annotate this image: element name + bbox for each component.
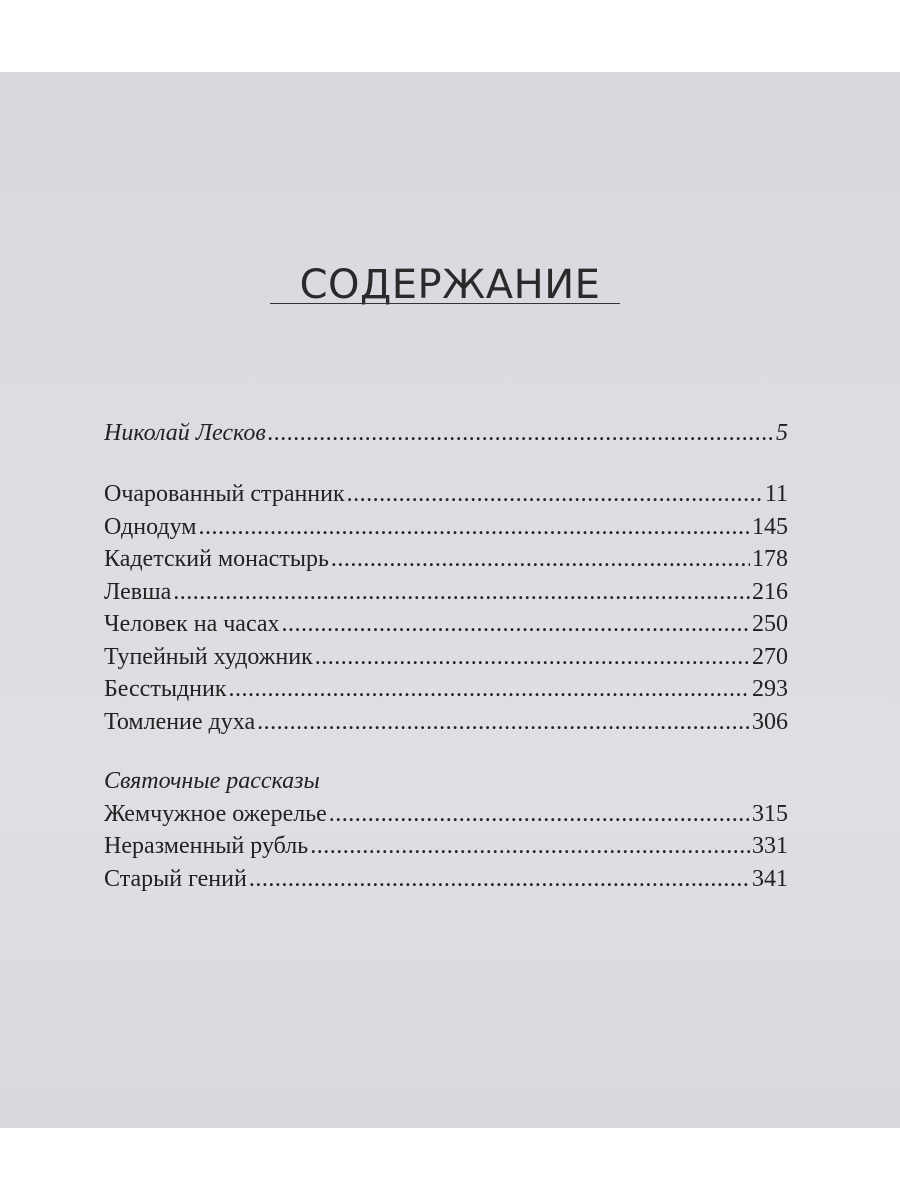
- toc-entry-page: 315: [752, 800, 788, 827]
- dot-leader: [347, 478, 763, 511]
- dot-leader: [173, 576, 750, 609]
- toc-entry-label: Очарованный странник: [104, 481, 345, 507]
- toc-entry: [104, 511, 788, 544]
- dot-leader: [268, 417, 774, 450]
- toc-entry-page: 341: [752, 865, 788, 892]
- section-heading: Святочные рассказы: [104, 768, 320, 794]
- dot-leader: [282, 608, 750, 641]
- toc-entry: [104, 641, 788, 674]
- toc-entry-label: Жемчужное ожерелье: [104, 800, 327, 827]
- toc-entry: [104, 673, 788, 706]
- toc-entry: [104, 608, 788, 641]
- dot-leader: [331, 543, 750, 576]
- toc-entry-page: 306: [752, 708, 788, 735]
- toc-entry: [104, 706, 788, 739]
- toc-entry-page: 331: [752, 833, 788, 859]
- toc-stories: [104, 478, 788, 738]
- dot-leader: [257, 706, 750, 739]
- toc-entry-page: 145: [752, 513, 788, 540]
- toc-entry-intro: [104, 417, 788, 450]
- toc-entry-label: Левша: [104, 578, 172, 605]
- dot-leader: [249, 863, 750, 896]
- toc-entry: [104, 830, 788, 863]
- toc-entry-label: Неразменный рубль: [104, 833, 309, 859]
- page-title: СОДЕРЖАНИЕ: [299, 262, 601, 308]
- book-page: [0, 72, 900, 1128]
- toc-entry: [104, 863, 788, 896]
- dot-leader: [198, 511, 750, 544]
- toc-entry-label: Бесстыдник: [104, 676, 227, 702]
- toc-entry-page: 178: [752, 546, 788, 572]
- toc-entry-label: Кадетский монастырь: [104, 546, 329, 572]
- toc-entry-label: Тупейный художник: [104, 643, 313, 670]
- toc-entry-label: Однодум: [104, 513, 197, 540]
- toc-entry-page: 270: [752, 643, 788, 670]
- toc-entry-page: 216: [752, 578, 788, 605]
- toc-entry-label: Николай Лесков: [104, 420, 266, 446]
- dot-leader: [310, 830, 750, 863]
- toc-entry-label: Томление духа: [104, 708, 256, 735]
- dot-leader: [315, 641, 750, 674]
- toc-entry-page: 293: [752, 676, 788, 702]
- toc-entry: [104, 576, 788, 609]
- toc-intro: [104, 417, 788, 450]
- toc-entry: [104, 543, 788, 576]
- toc-entry-page: 11: [764, 481, 788, 507]
- toc-entry-page: 250: [752, 611, 788, 637]
- toc-entry-label: Старый гений: [104, 865, 247, 892]
- dot-leader: [229, 673, 750, 706]
- toc-entry: [104, 798, 788, 831]
- toc-entry: [104, 478, 788, 511]
- toc-entry-label: Человек на часах: [104, 611, 280, 637]
- toc-yuletide: [104, 765, 788, 895]
- toc-entry-page: 5: [776, 420, 788, 446]
- title-underline: [270, 303, 620, 304]
- dot-leader: [329, 798, 750, 831]
